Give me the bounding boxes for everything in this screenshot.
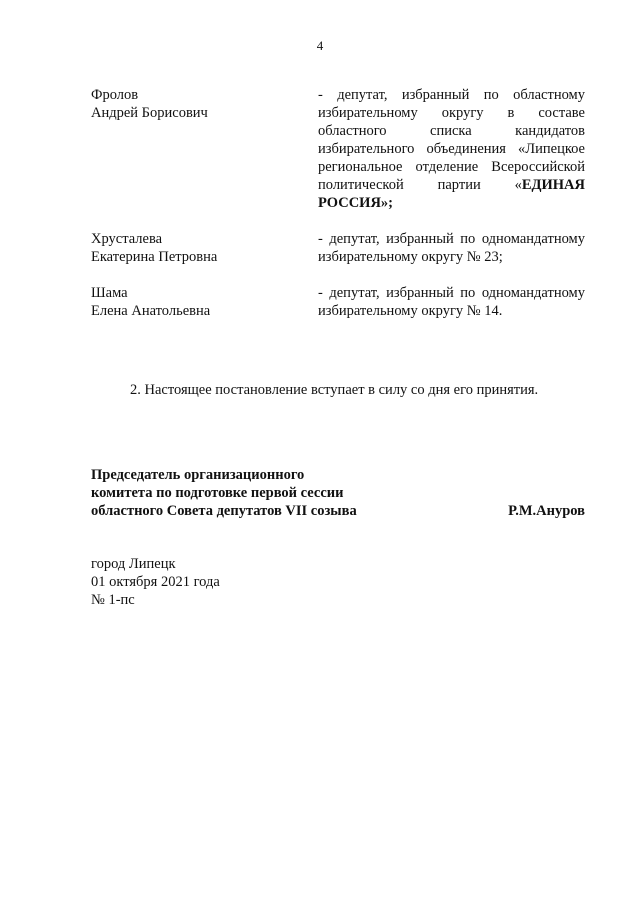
deputy-entry-shama [91,284,585,320]
deputy-name [91,86,291,212]
signatory-name: Р.М.Ануров [508,503,585,519]
deputy-surname: Фролов [91,87,139,103]
signatory-title-line-2: комитета по подготовке первой сессии [91,485,344,501]
deputy-name [91,284,291,320]
deputy-surname: Хрусталева [91,231,163,247]
document-date: 01 октября 2021 года [91,574,220,590]
deputy-description: - депутат, избранный по одномандатному избирательному округу № 23; [318,231,585,265]
deputy-given-name: Елена Анатольевна [91,303,211,319]
deputy-description [318,86,585,212]
signatory-title-line-3: областного Совета депутатов VII созыва [91,503,357,519]
deputy-given-name: Екатерина Петровна [91,249,218,265]
deputy-entry-khrustaleva [91,230,585,266]
deputy-description: - депутат, избранный по одномандатному избирательному округу № 14. [318,285,585,319]
signatory-title-line-1: Председатель организационного [91,467,305,483]
deputies-list [91,86,585,338]
deputy-given-name: Андрей Борисович [91,105,208,121]
signature-block [91,466,585,520]
deputy-entry-frolov [91,86,585,212]
signatory-row [91,502,585,520]
deputy-name [91,230,291,266]
deputy-surname: Шама [91,285,128,301]
document-footer [91,555,220,609]
document-number: № 1-пс [91,592,135,608]
city: город Липецк [91,556,176,572]
page-number: 4 [316,38,324,53]
deputy-description-text: - депутат, избранный по областному избирательному округу в составе областного списка кандидатов избирательного объединения «Липецкое региональное отделение Всероссийской политической партии « [318,87,585,193]
clause-2: 2. Настоящее постановление вступает в силу со дня его принятия. [130,382,539,398]
party-name: ЕДИНАЯ РОССИЯ»; [318,177,585,211]
